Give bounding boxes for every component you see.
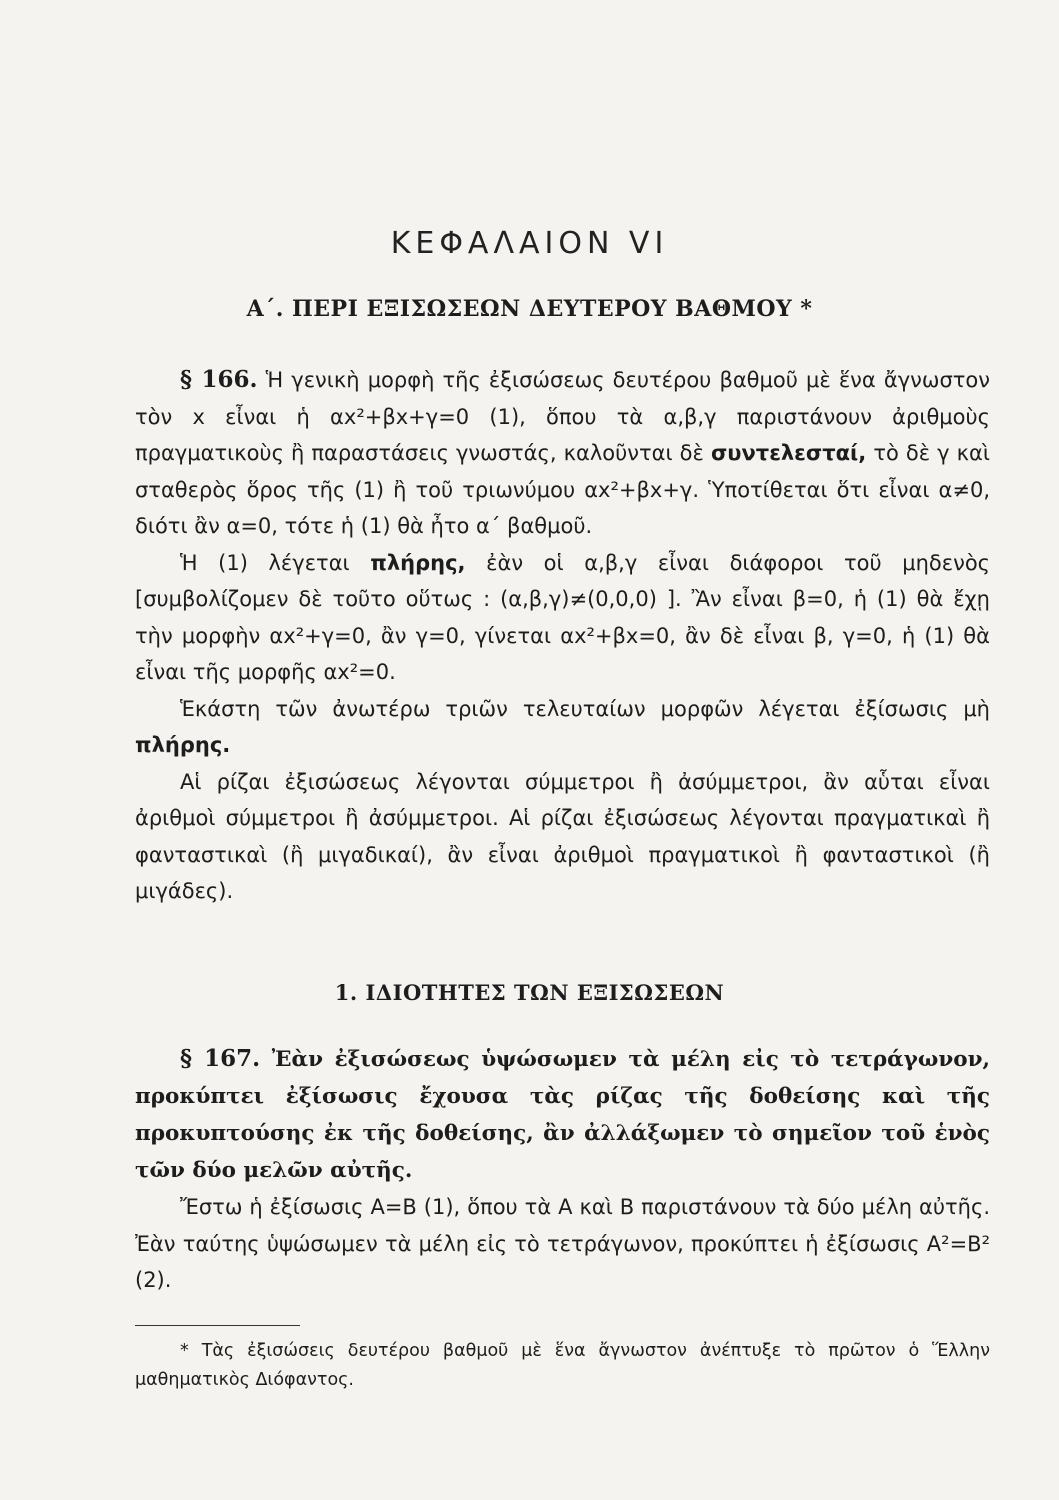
term-complete: πλήρης, [370, 550, 466, 575]
paragraph-167-theorem [135, 1040, 990, 1189]
paragraph-roots: Αἱ ρίζαι ἐξισώσεως λέγονται σύμμετροι ἢ ἀσύμμετροι, ἂν αὗται εἶναι ἀριθμοὶ σύμμετροι ἢ ἀσύμμετροι. Αἱ ρίζαι ἐξισώσεως λέγονται πραγματικαὶ ἢ φανταστικαὶ (ἢ μιγαδικαί), ἂν εἶναι ἀριθμοὶ πραγματικοὶ ἢ φανταστικοὶ (ἢ μιγάδες). [135, 769, 990, 903]
paragraph-167-proof: Ἔστω ἡ ἐξίσωσις Α=Β (1), ὅπου τὰ Α καὶ Β παριστάνουν τὰ δύο μέλη αὐτῆς. Ἐὰν ταύτης ὑψώσωμεν τὰ μέλη εἰς τὸ τετράγωνον, προκύπτει ἡ ἐξίσωσις Α²=Β² (2). [135, 1195, 990, 1292]
paragraph-166-text-2: τὸ δὲ γ καὶ σταθερὸς ὅρος τῆς (1) ἢ τοῦ τριωνύμου αx²+βx+γ. Ὑποτίθεται ὅτι εἶναι α≠0, διότι ἂν α=0, τότε ἡ (1) θὰ ἦτο α΄ βαθμοῦ. [135, 441, 990, 538]
term-coefficients: συντελεσταί, [710, 441, 867, 465]
paragraph-complete-equation [135, 545, 990, 691]
paragraph-complete-text-1: Ἡ (1) λέγεται [180, 550, 350, 575]
paragraph-complete-text-2: ἐὰν οἱ α,β,γ εἶναι διάφοροι τοῦ μηδενὸς [συμβολίζομεν δὲ τοῦτο οὕτως : (α,β,γ)≠(0,0,0) ]. Ἂν εἶναι β=0, ἡ (1) θὰ ἔχῃ τὴν μορφὴν αx²+γ=0, ἂν γ=0, γίνεται αx²+βx=0, ἂν δὲ εἶναι β, γ=0, ἡ (1) θὰ εἶναι τῆς μορφῆς αx²=0. [135, 550, 990, 684]
section-title: Α΄. ΠΕΡΙ ΕΞΙΣΩΣΕΩΝ ΔΕΥΤΕΡΟΥ ΒΑΘΜΟΥ * [246, 296, 813, 322]
paragraph-166-text-1: Ἡ γενικὴ μορφὴ τῆς ἐξισώσεως δευτέρου βαθμοῦ μὲ ἕνα ἄγνωστον τὸν x εἶναι ἡ αx²+βx+γ=0 (1), ὅπου τὰ α,β,γ παριστάνουν ἀριθμοὺς πραγματικοὺς ἢ παραστάσεις γνωστάς, καλοῦνται δὲ [135, 368, 990, 465]
footnote-text: * Τὰς ἐξισώσεις δευτέρου βαθμοῦ μὲ ἕνα ἄγνωστον ἀνέπτυξε τὸ πρῶτον ὁ Ἕλλην μαθηματικὸς Διόφαντος. [135, 1341, 990, 1390]
theorem-statement: Ἐὰν ἐξισώσεως ὑψώσωμεν τὰ μέλη εἰς τὸ τετράγωνον, προκύπτει ἐξίσωσις ἔχουσα τὰς ρίζας τῆς δοθείσης καὶ τῆς προκυπτούσης ἐκ τῆς δοθείσης, ἂν ἀλλάξωμεν τὸ σημεῖον τοῦ ἑνὸς τῶν δύο μελῶν αὐτῆς. [135, 1047, 990, 1183]
paragraph-incomplete-text-1: Ἑκάστη τῶν ἀνωτέρω τριῶν τελευταίων μορφῶν λέγεται ἐξίσωσις μὴ [180, 696, 990, 721]
body-text-section-a [135, 362, 990, 910]
footnote-divider [135, 1325, 300, 1326]
subsection-title: 1. ΙΔΙΟΤΗΤΕΣ ΤΩΝ ΕΞΙΣΩΣΕΩΝ [334, 980, 725, 1005]
term-incomplete: πλήρης. [135, 733, 231, 757]
chapter-title: ΚΕΦΑΛΑΙΟΝ VI [390, 226, 669, 261]
paragraph-number-166: § 166. [180, 366, 258, 393]
paragraph-number-167: § 167. [180, 1045, 261, 1072]
paragraph-incomplete-equation [135, 691, 990, 764]
footnote [135, 1337, 990, 1395]
body-text-section-1 [135, 1040, 990, 1299]
paragraph-166 [135, 362, 990, 545]
